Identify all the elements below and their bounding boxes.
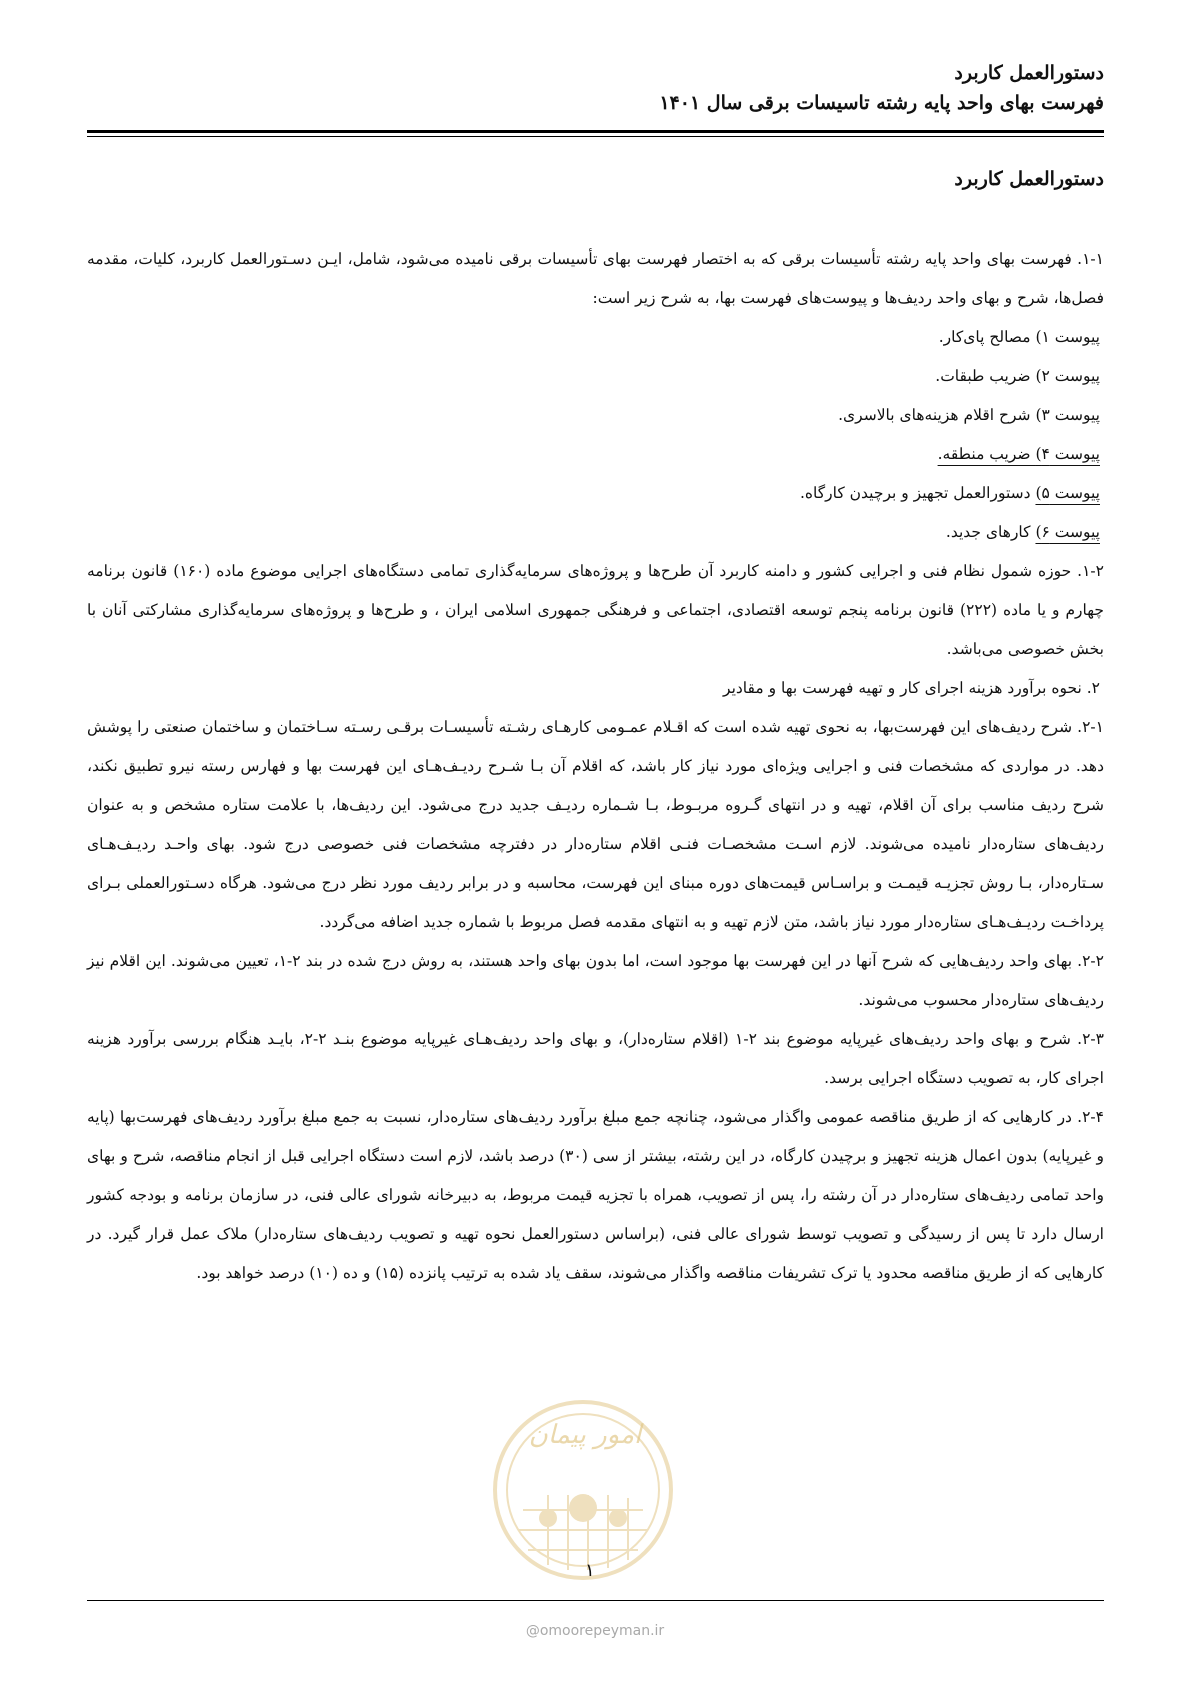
appendix-item-4 <box>87 435 1104 474</box>
appendix-text: مصالح پای‌کار. <box>938 328 1036 346</box>
appendix-item-2 <box>87 357 1104 396</box>
appendix-text: ضریب منطقه. <box>937 445 1036 463</box>
appendix-text: شرح اقلام هزینه‌های بالاسری. <box>838 406 1036 424</box>
appendix-item-6 <box>87 513 1104 552</box>
header-divider-thin <box>87 136 1104 137</box>
section-2-heading: ۲. نحوه برآورد هزینه اجرای کار و تهیه فهرست بها و مقادیر <box>723 679 1100 697</box>
appendix-label: پیوست ۲) <box>1035 367 1100 385</box>
page-number: ۱ <box>585 1560 595 1581</box>
header-price-list-title: فهرست بهای واحد پایه رشته تاسیسات برقی سال ۱۴۰۱ <box>659 92 1104 114</box>
header-divider-thick <box>87 130 1104 133</box>
watermark-text: امور پیمان <box>528 1420 642 1450</box>
appendix-label: پیوست ۵) <box>1035 484 1100 502</box>
appendix-text: ضریب طبقات. <box>935 367 1036 385</box>
footer-divider <box>87 1600 1104 1601</box>
page-header <box>87 58 1104 118</box>
paragraph-2-3: ۲-۳. شرح و بهای واحد ردیف‌های غیرپایه موضوع بند ۲-۱ (اقلام ستاره‌دار)، و بهای واحد ردیف‌هـای غیرپایه موضوع بنـد ۲-۲، بایـد هنگام بررسی برآورد هزینه اجرای کار، به تصویب دستگاه اجرایی برسد. <box>87 1030 1104 1087</box>
appendix-label: پیوست ۳) <box>1035 406 1100 424</box>
appendix-item-1 <box>87 318 1104 357</box>
appendix-label: پیوست ۶) <box>1035 523 1100 541</box>
paragraph-2-1: ۲-۱. شرح ردیف‌های این فهرست‌بها، به نحوی تهیه شده است که اقـلام عمـومی کارهـای رشـته تأسیسـات برقـی رسـته سـاختمان و ساختمان صنعتی را پوشش دهد. در مواردی که مشخصات فنی و اجرایی ویژه‌ای مورد نیاز کار باشد، که اقلام آن بـا شـرح ردیـف‌هـای این فهرست بها و فهارس رسته نیرو تطبیق نکند، شرح ردیف مناسب برای آن اقلام، تهیه و در انتهای گـروه مربـوط، بـا شـماره ردیـف جدید درج می‌شود. این ردیف‌ها، با علامت ستاره مشخص و به عنوان ردیف‌های ستاره‌دار نامیده می‌شوند. لازم اسـت مشخصـات فنـی اقلام ستاره‌دار در دفترچه مشخصات فنی خصوصی درج شود. بهای واحـد ردیـف‌هـای سـتاره‌دار، بـا روش تجزیـه قیمـت و براسـاس قیمت‌های دوره مبنای این فهرست، محاسبه و در برابر ردیف مورد نظر درج می‌شود. هرگاه دسـتورالعملی بـرای پرداخـت ردیـف‌هـای ستاره‌دار مورد نیاز باشد، متن لازم تهیه و به انتهای مقدمه فصل مربوط با شماره جدید اضافه می‌گردد. <box>87 718 1104 931</box>
appendix-item-3 <box>87 396 1104 435</box>
footer-website: @omoorepeyman.ir <box>525 1623 665 1639</box>
appendix-label: پیوست ۴) <box>1035 445 1100 463</box>
paragraph-1-2: ۱-۲. حوزه شمول نظام فنی و اجرایی کشور و دامنه کاربرد آن طرح‌ها و پروژه‌های سرمایه‌گذاری تمامی دستگاه‌های اجرایی موضوع ماده (۱۶۰) قانون برنامه چهارم و یا ماده (۲۲۲) قانون برنامه پنجم توسعه اقتصادی، اجتماعی و فرهنگی جمهوری اسلامی ایران ، و طرح‌ها و پروژه‌های سرمایه‌گذاری مشارکتی آنان با بخش خصوصی می‌باشد. <box>87 562 1104 658</box>
section-title: دستورالعمل کاربرد <box>954 168 1104 190</box>
paragraph-1-1: ۱-۱. فهرست بهای واحد پایه رشته تأسیسات برقی که به اختصار فهرست بهای تأسیسات برقی نامیده می‌شود، شامل، ایـن دسـتورالعمل کاربرد، کلیات، مقدمه فصل‌ها، شرح و بهای واحد ردیف‌ها و پیوست‌های فهرست بها، به شرح زیر است: <box>87 250 1104 307</box>
appendix-text: کارهای جدید. <box>945 523 1036 541</box>
paragraph-2-4: ۲-۴. در کارهایی که از طریق مناقصه عمومی واگذار می‌شود، چنانچه جمع مبلغ برآورد ردیف‌های ستاره‌دار، نسبت به جمع مبلغ برآورد ردیف‌های فهرست‌بها (پایه و غیرپایه) بدون اعمال هزینه تجهیز و برچیدن کارگاه، در این رشته، بیشتر از سی (۳۰) درصد باشد، لازم است دستگاه اجرایی قبل از انجام مناقصه، شرح و بهای واحد تمامی ردیف‌های ستاره‌دار در آن رشته را، پس از تصویب، همراه با تجزیه قیمت مربوط، به دبیرخانه شورای عالی فنی، در سازمان برنامه و بودجه کشور ارسال دارد تا پس از رسیدگی و تصویب توسط شورای عالی فنی، (براساس دستورالعمل نحوه تهیه و تصویب ردیف‌های ستاره‌دار) ملاک عمل قرار گیرد. در کارهایی که از طریق مناقصه محدود یا ترک تشریفات مناقصه واگذار می‌شوند، سقف یاد شده به ترتیب پانزده (۱۵) و ده (۱۰) درصد خواهد بود. <box>87 1108 1104 1282</box>
paragraph-2-2: ۲-۲. بهای واحد ردیف‌هایی که شرح آنها در این فهرست بها موجود است، اما بدون بهای واحد هستند، به روش درج شده در بند ۲-۱، تعیین می‌شوند. این اقلام نیز ردیف‌های ستاره‌دار محسوب می‌شوند. <box>87 952 1104 1009</box>
appendix-text: دستورالعمل تجهیز و برچیدن کارگاه. <box>800 484 1036 502</box>
appendix-label: پیوست ۱) <box>1035 328 1100 346</box>
appendix-item-5 <box>87 474 1104 513</box>
header-document-title: دستورالعمل کاربرد <box>954 62 1104 84</box>
document-body <box>87 240 1104 1293</box>
